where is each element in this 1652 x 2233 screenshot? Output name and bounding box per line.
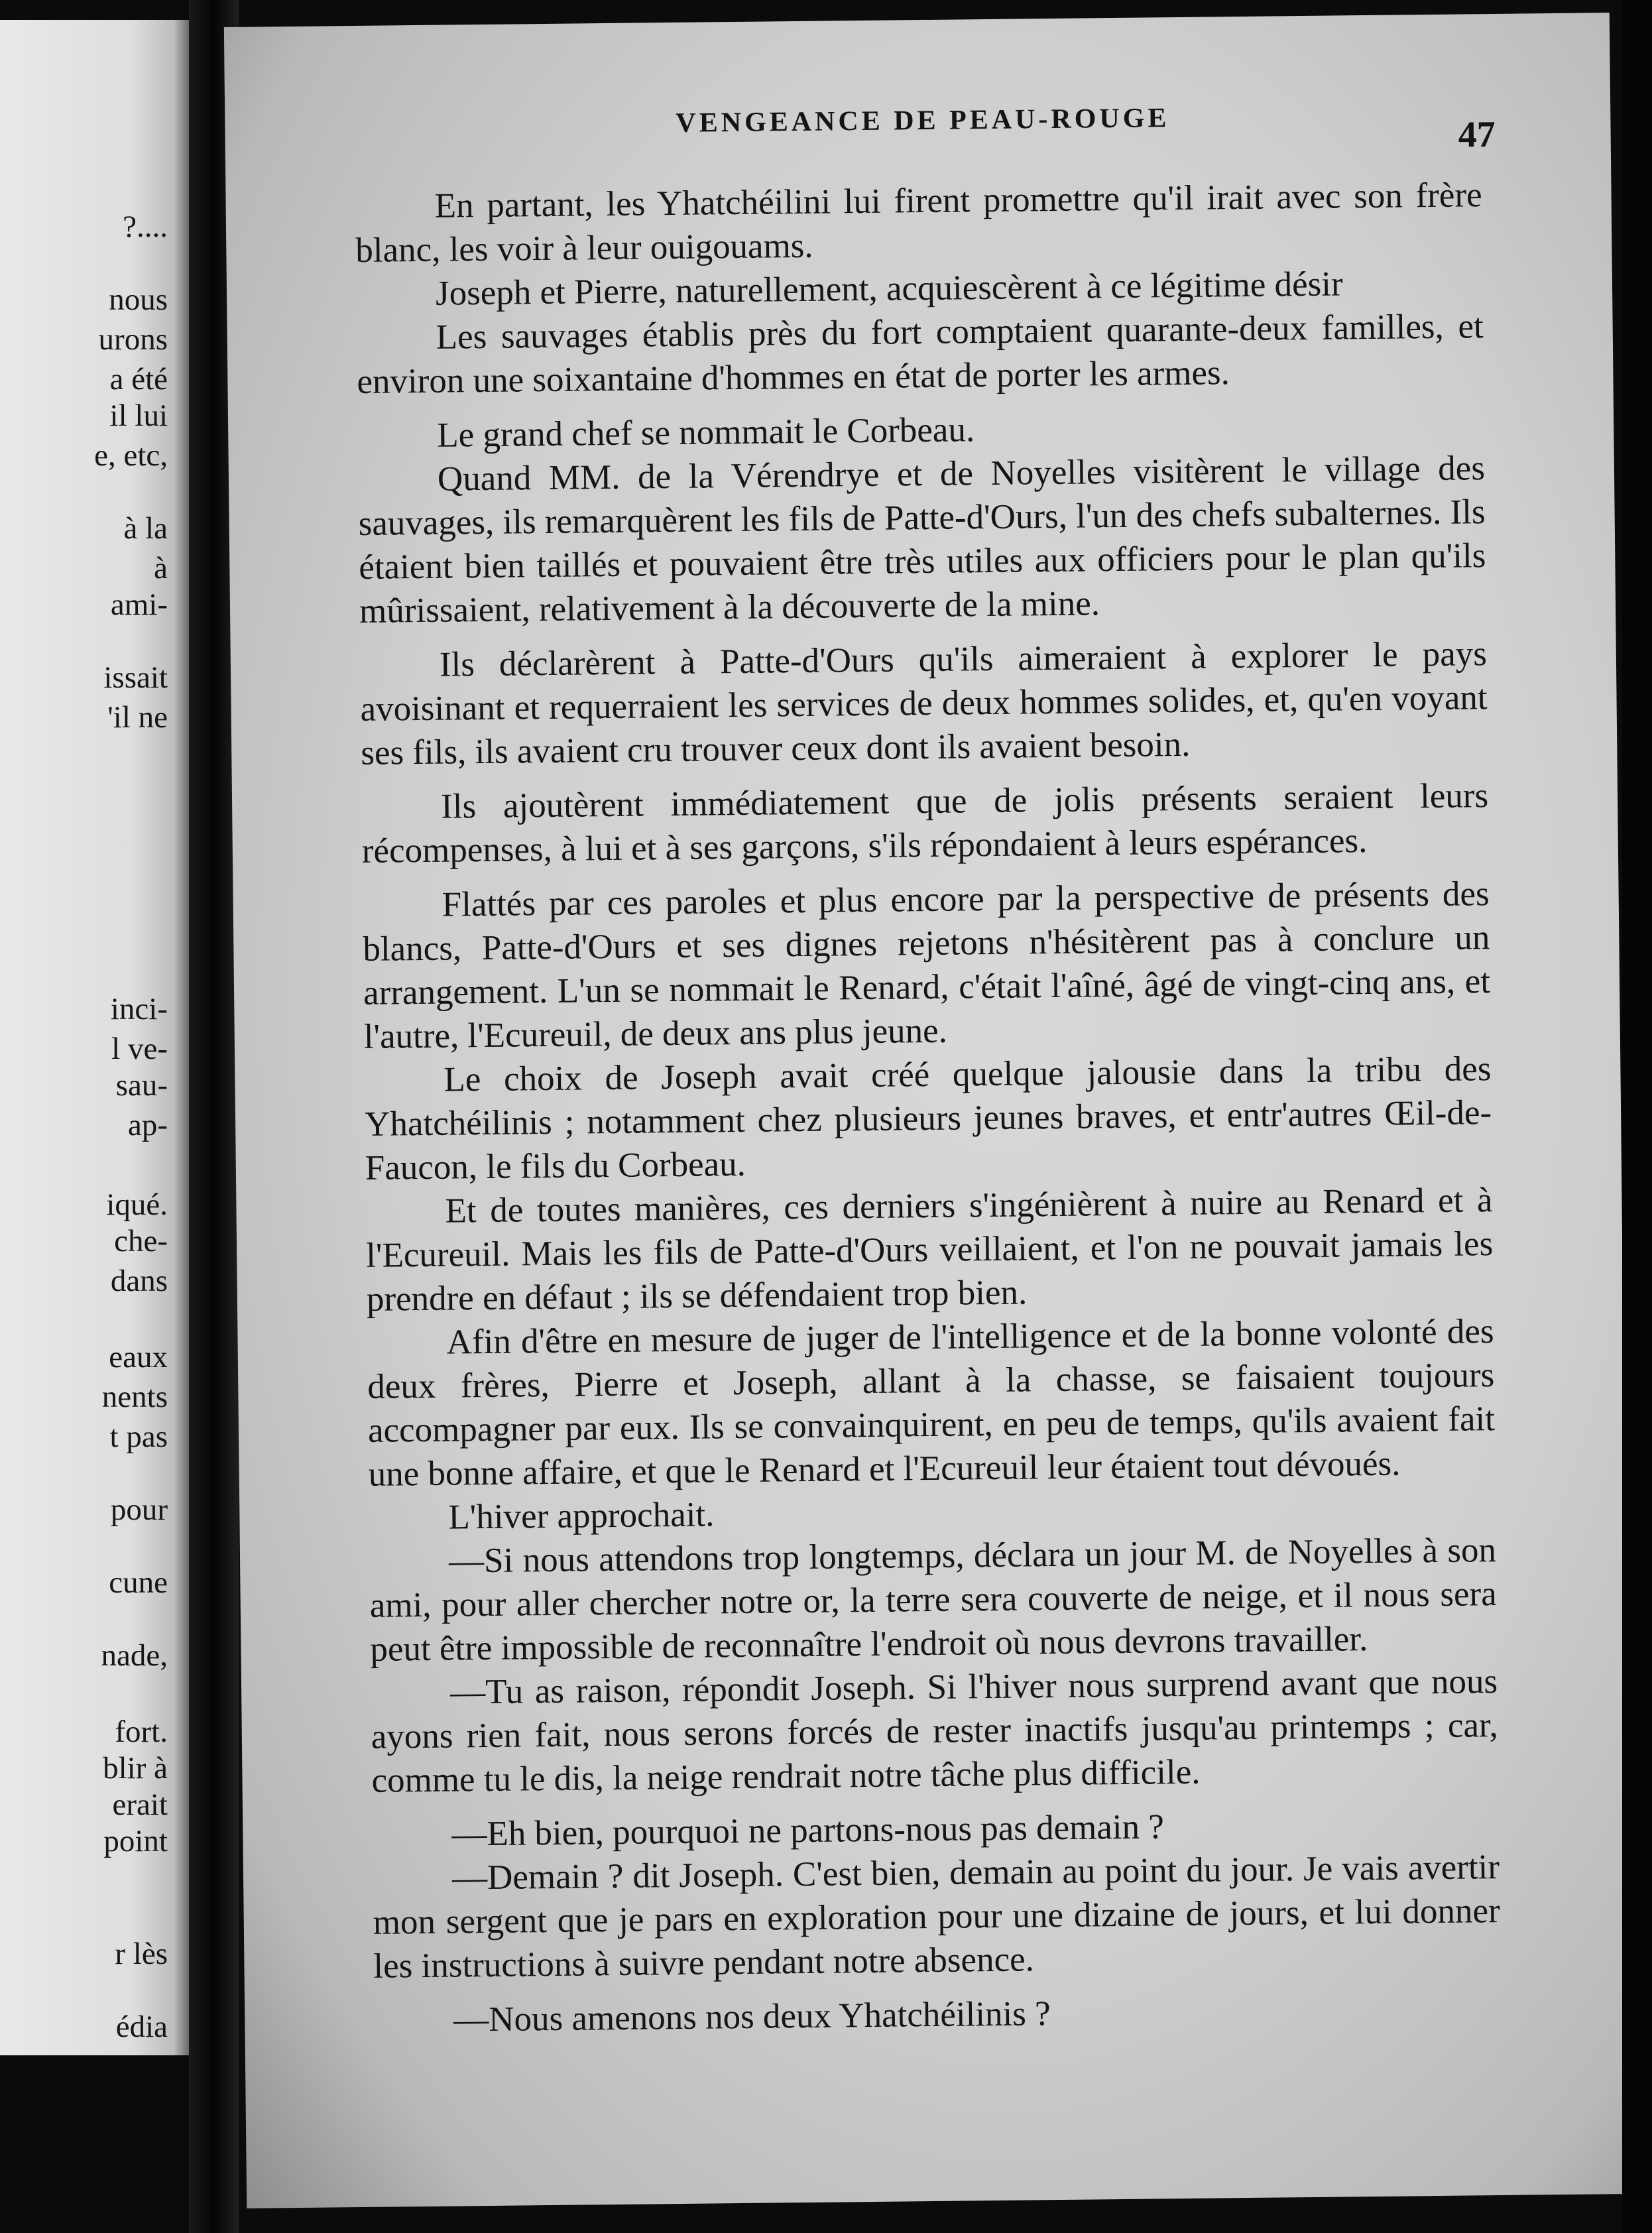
paragraph: Ils déclarèrent à Patte-d'Ours qu'ils aimeraient à explorer le pays avoisinant et requerraient les services de deux hommes solides, et, qu'en voyant ses fils, ils avaient cru trouver ceux dont ils avaient besoin. <box>360 634 1488 772</box>
left-page-line: eaux <box>109 1340 168 1374</box>
left-page-line: t pas <box>109 1419 168 1454</box>
paragraph: —Si nous attendons trop longtemps, déclara un jour M. de Noyelles à son ami, pour aller chercher notre or, la terre sera couverte de neige, et il nous sera peut être impossible de reconnaître l'endroit où nous devrons travailler. <box>369 1531 1497 1669</box>
left-page-line: inci- <box>110 992 168 1026</box>
paragraph: Les sauvages établis près du fort comptaient quarante-deux familles, et environ une soixantaine d'hommes en état de porter les armes. <box>357 307 1484 401</box>
left-page-line: e, etc, <box>94 438 168 473</box>
paragraph: —Eh bien, pourquoi ne partons-nous pas demain ? <box>451 1807 1165 1854</box>
paragraph: L'hiver approchait. <box>448 1495 715 1537</box>
paragraph: —Demain ? dit Joseph. C'est bien, demain au point du jour. Je vais avertir mon sergent que je pars en exploration pour une dizaine de jours, et lui donner les instructions à suivre pendant notre absence. <box>373 1848 1500 1986</box>
paragraph: Afin d'être en mesure de juger de l'intelligence et de la bonne volonté des deux frères, Pierre et Joseph, allant à la chasse, se faisaient toujours accompagner par eux. Ils se convainquirent, en peu de temps, qu'ils avaient fait une bonne affaire, et que le Renard et l'Ecureuil leur étaient tout dévoués. <box>367 1312 1496 1494</box>
left-page-line: ap- <box>127 1108 168 1142</box>
paragraph: —Nous amenons nos deux Yhatchéilinis ? <box>453 1994 1051 2039</box>
left-page-line: a été <box>109 362 168 396</box>
left-page-line: che- <box>114 1224 168 1258</box>
left-page-line: il lui <box>109 398 168 433</box>
left-page-line: nade, <box>101 1638 168 1673</box>
left-page-line: dans <box>110 1264 168 1298</box>
left-page-line: cune <box>109 1565 168 1600</box>
paragraph: —Tu as raison, répondit Joseph. Si l'hiver nous surprend avant que nous ayons rien fait, nous serons forcés de rester inactifs jusqu'au printemps ; car, comme tu le dis, la neige rendrait notre tâche plus difficile. <box>371 1662 1499 1800</box>
left-page-line: 'il ne <box>107 700 168 735</box>
main-page <box>224 13 1632 2208</box>
page-number: 47 <box>1458 113 1496 156</box>
left-page-line: point <box>103 1824 168 1858</box>
left-page-line: ami- <box>110 587 168 622</box>
right-edge-shadow <box>1622 0 1652 2233</box>
left-page-line: blir à <box>103 1751 168 1785</box>
paragraph: Et de toutes manières, ces derniers s'ingénièrent à nuire au Renard et à l'Ecureuil. Mais les fils de Patte-d'Ours veillaient, et l'on ne pouvait jamais les prendre en défaut ; ils se défendaient trop bien. <box>365 1181 1494 1319</box>
left-page-line: erait <box>112 1787 168 1822</box>
paragraph: Le grand chef se nommait le Corbeau. <box>436 410 975 455</box>
paragraph: En partant, les Yhatchéilini lui firent promettre qu'il irait avec son frère blanc, les voir à leur ouigouams. <box>355 176 1482 270</box>
paragraph: Quand MM. de la Vérendrye et de Noyelles visitèrent le village des sauvages, ils remarquèrent les fils de Patte-d'Ours, l'un des chefs subalternes. Ils étaient bien taillés et pouvaient être très utiles aux officiers pour le plan qu'ils mûrissaient, relativement à la découverte de la mine. <box>358 449 1486 631</box>
paragraph: Le choix de Joseph avait créé quelque jalousie dans la tribu des Yhatchéilinis ; notamment chez plusieurs jeunes braves, et entr'autres Œil-de-Faucon, le fils du Corbeau. <box>364 1050 1492 1187</box>
left-page-line: nents <box>101 1380 168 1414</box>
left-page-line: édia <box>115 2010 168 2044</box>
left-page-line: à <box>154 551 168 585</box>
paragraph: Joseph et Pierre, naturellement, acquiescèrent à ce légitime désir <box>435 265 1343 313</box>
left-page-line: l ve- <box>111 1032 168 1066</box>
left-page-line: ?.... <box>123 210 168 244</box>
paragraph: Ils ajoutèrent immédiatement que de jolis présents seraient leurs récompenses, à lui et à ses garçons, s'ils répondaient à leurs espérances. <box>361 776 1489 871</box>
left-page-line: sau- <box>115 1068 168 1103</box>
left-page-line: pour <box>110 1492 168 1527</box>
body-text <box>355 173 1501 2043</box>
paragraph: Flattés par ces paroles et plus encore par la perspective de présents des blancs, Patte-d'Ours et ses dignes rejetons n'hésitèrent pas à conclure un arrangement. L'un se nommait le Renard, c'était l'aîné, âgé de vingt-cinq ans, et l'autre, l'Ecureuil, de deux ans plus jeune. <box>363 875 1491 1056</box>
running-head: VENGEANCE DE PEAU-ROUGE <box>676 103 1170 139</box>
left-facing-page <box>0 20 189 2055</box>
left-page-line: urons <box>98 322 168 357</box>
left-page-line: fort. <box>115 1715 168 1749</box>
left-page-line: iqué. <box>106 1187 168 1222</box>
left-page-line: à la <box>123 511 168 546</box>
left-page-line: r lès <box>115 1937 168 1971</box>
left-page-line: issait <box>103 660 168 695</box>
left-page-line: nous <box>109 282 168 317</box>
